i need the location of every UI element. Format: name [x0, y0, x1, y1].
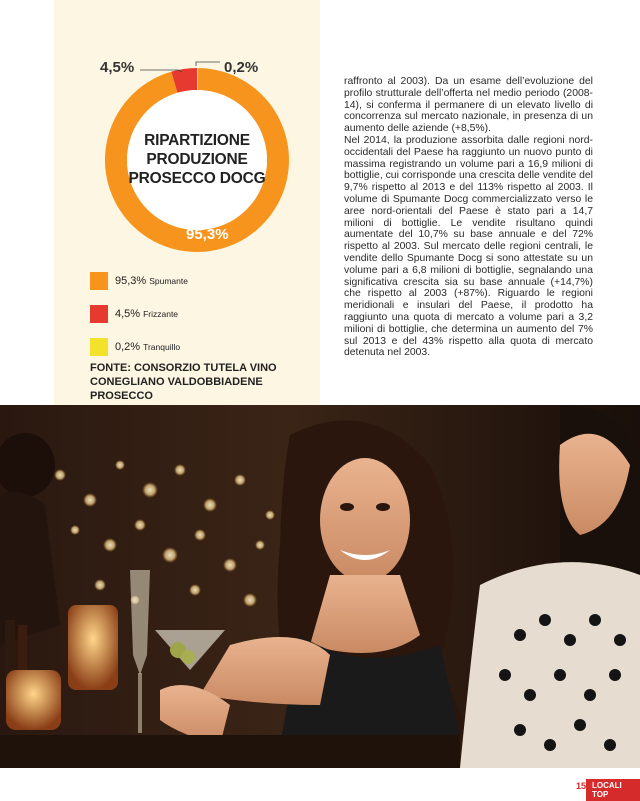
legend-item-tranquillo	[90, 336, 188, 358]
chart-source	[90, 361, 310, 403]
chart-legend	[90, 270, 188, 369]
magazine-name: LOCALI TOP	[586, 779, 640, 801]
legend-name: Spumante	[149, 276, 188, 286]
page-number: 15	[576, 781, 587, 791]
donut-chart	[54, 0, 320, 270]
legend-item-spumante	[90, 270, 188, 292]
chart-title	[122, 131, 272, 188]
legend-name: Tranquillo	[143, 342, 181, 352]
chart-title-line: PROSECCO DOCG	[128, 170, 266, 187]
photo-illustration	[0, 405, 640, 768]
chart-title-line: RIPARTIZIONE	[144, 132, 250, 149]
chart-panel	[54, 0, 320, 428]
bar-scene-photo	[0, 405, 640, 768]
chart-title-line: PRODUZIONE	[146, 151, 248, 168]
legend-pct: 0,2%	[115, 341, 141, 353]
legend-swatch	[90, 305, 108, 323]
data-label-tranquillo: 0,2%	[224, 59, 259, 76]
source-line: FONTE: CONSORZIO TUTELA VINO	[90, 362, 277, 374]
legend-pct: 95,3%	[115, 275, 147, 287]
source-line: CONEGLIANO VALDOBBIADENE PROSECCO	[90, 376, 263, 402]
legend-swatch	[90, 272, 108, 290]
data-label-spumante: 95,3%	[186, 226, 229, 243]
leader-line-tranquillo	[196, 62, 220, 66]
legend-item-frizzante	[90, 303, 188, 325]
page-footer	[0, 768, 640, 800]
legend-name: Frizzante	[143, 309, 179, 319]
article-paragraph: Nel 2014, la produzione assorbita dalle regioni nord-occidentali del Paese ha raggiunto un nuovo punto di massima registrando un volume pari a 16,9 milioni di bottiglie, cui corrisponde una crescita delle vendite del 9,7% rispetto al 2013 e del 113% rispetto al 2003. Il volume di Spumante Docg commercializzato verso le aree nord-orientali del Paese è stato pari a 14,7 milioni di bottiglie. Le vendite risultano quindi aumentate del 10,7% su base annuale e del 72% rispetto al 2003. Sul mercato delle regioni centrali, le vendite dello Spumante Docg si sono attestate su un volume pari a 6,8 milioni di bottiglie, segnalando una significativa crescita sia su base annuale (+14,7%) che rispetto al 2003 (+87%). Riguardo le regioni meridionali e insulari del Paese, il prodotto ha raggiunto una quota di mercato a volume pari a 3,2 milioni di bottiglie, che determina un aumento del 7% sul 2013 e del 43% rispetto alla quota di mercato detenuta nel 2003.	[344, 134, 593, 359]
legend-pct: 4,5%	[115, 308, 141, 320]
article-body	[344, 76, 593, 359]
legend-swatch	[90, 338, 108, 356]
data-label-frizzante: 4,5%	[100, 59, 135, 76]
article-paragraph: raffronto al 2003). Da un esame dell’evoluzione del profilo strutturale dell’offerta nel medio periodo (2008-14), si conferma il permanere di un elevato livello di concorrenza sul mercato nazionale, in presenza di un aumento delle aziende (+8,5%).	[344, 76, 593, 135]
